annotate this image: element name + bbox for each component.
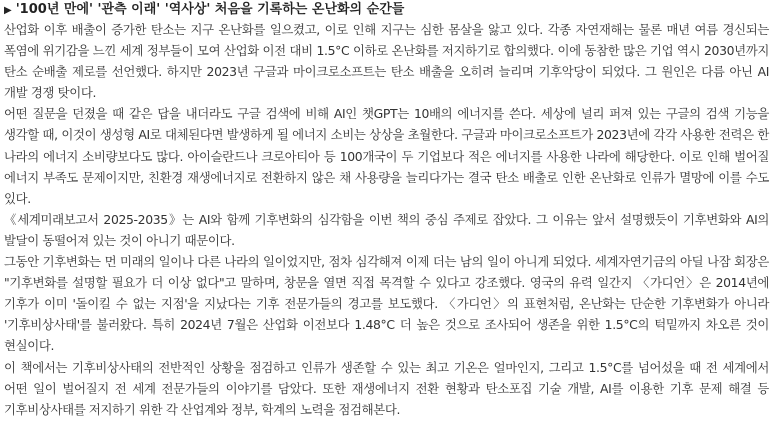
paragraph-2: 어떤 질문을 던졌을 때 같은 답을 내더라도 구글 검색에 비해 AI인 챗GPT는 10배의 에너지를 쓴다. 세상에 널리 퍼져 있는 구글의 검색 기능을 생각할 때, 이것이 생성형 AI로 대체된다면 발생하게 될 에너지 소비는 상상을 초월한다. 구글과 마이크로소프트가 2023년에 각각 사용한 전력은 한 나라의 에너지 소비량보다도 많다. 아이슬란드나 크로아티아 등 100개국이 두 기업보다 적은 에너지를 사용한 나라에 해당한다. 이로 인해 벌어질 에너지 부족도 문제이지만, 친환경 재생에너지로 전환하지 않은 채 사용량을 늘리다가는 결국 탄소 배출로 인한 온난화로 인류가 멸망에 이를 수도 있다. xyxy=(4,106,769,206)
section-heading xyxy=(4,0,769,19)
paragraph-3: 《세계미래보고서 2025-2035》는 AI와 함께 기후변화의 심각함을 이번 책의 중심 주제로 잡았다. 그 이유는 앞서 설명했듯이 기후변화와 AI의 발달이 동떨어져 있는 것이 아니기 때문이다. xyxy=(4,211,769,248)
paragraph-4: 그동안 기후변화는 먼 미래의 일이나 다른 나라의 일이었지만, 점차 심각해져 이제 더는 남의 일이 아니게 되었다. 세계자연기금의 아딜 나잠 회장은 "기후변화를 설명할 필요가 더 이상 없다"고 말하며, 창문을 열면 직접 목격할 수 있다고 강조했다. 영국의 유력 일간지 〈가디언〉은 2014년에 기후가 이미 '돌이킬 수 없는 지점'을 지났다는 기후 전문가들의 경고를 보도했다. 〈가디언〉의 표현처럼, 온난화는 단순한 기후변화가 아니라 '기후비상사태'를 불러왔다. 특히 2024년 7월은 산업화 이전보다 1.48°C 더 높은 것으로 조사되어 생존을 위한 1.5°C의 턱밑까지 차오른 것이 현실이다. xyxy=(4,254,769,354)
paragraph-1: 산업화 이후 배출이 증가한 탄소는 지구 온난화를 일으켰고, 이로 인해 지구는 심한 몸살을 앓고 있다. 각종 자연재해는 물론 매년 여름 경신되는 폭염에 위기감을 느낀 세계 정부들이 모여 산업화 이전 대비 1.5°C 이하로 온난화를 저지하기로 합의했다. 이에 동참한 많은 기업 역시 2030년까지 탄소 순배출 제로를 선언했다. 하지만 2023년 구글과 마이크로소프트는 탄소 배출을 오히려 늘리며 기후악당이 되었다. 그 원인은 다름 아닌 AI 개발 경쟁 탓이다. xyxy=(4,22,769,101)
section-heading-text: '100년 만에' '관측 이래' '역사상' 처음을 기록하는 온난화의 순간들 xyxy=(15,2,405,17)
triangle-bullet-icon: ▶ xyxy=(4,5,12,16)
paragraph-5: 이 책에서는 기후비상사태의 전반적인 상황을 점검하고 인류가 생존할 수 있는 최고 기온은 얼마인지, 그리고 1.5°C를 넘어섰을 때 전 세계에서 어떤 일이 벌어질지 전 세계 전문가들의 이야기를 담았다. 또한 재생에너지 전환 현황과 탄소포집 기술 개발, AI를 이용한 기후 문제 해결 등 기후비상사태를 저지하기 위한 각 산업계와 정부, 학계의 노력을 점검해본다. xyxy=(4,359,769,417)
